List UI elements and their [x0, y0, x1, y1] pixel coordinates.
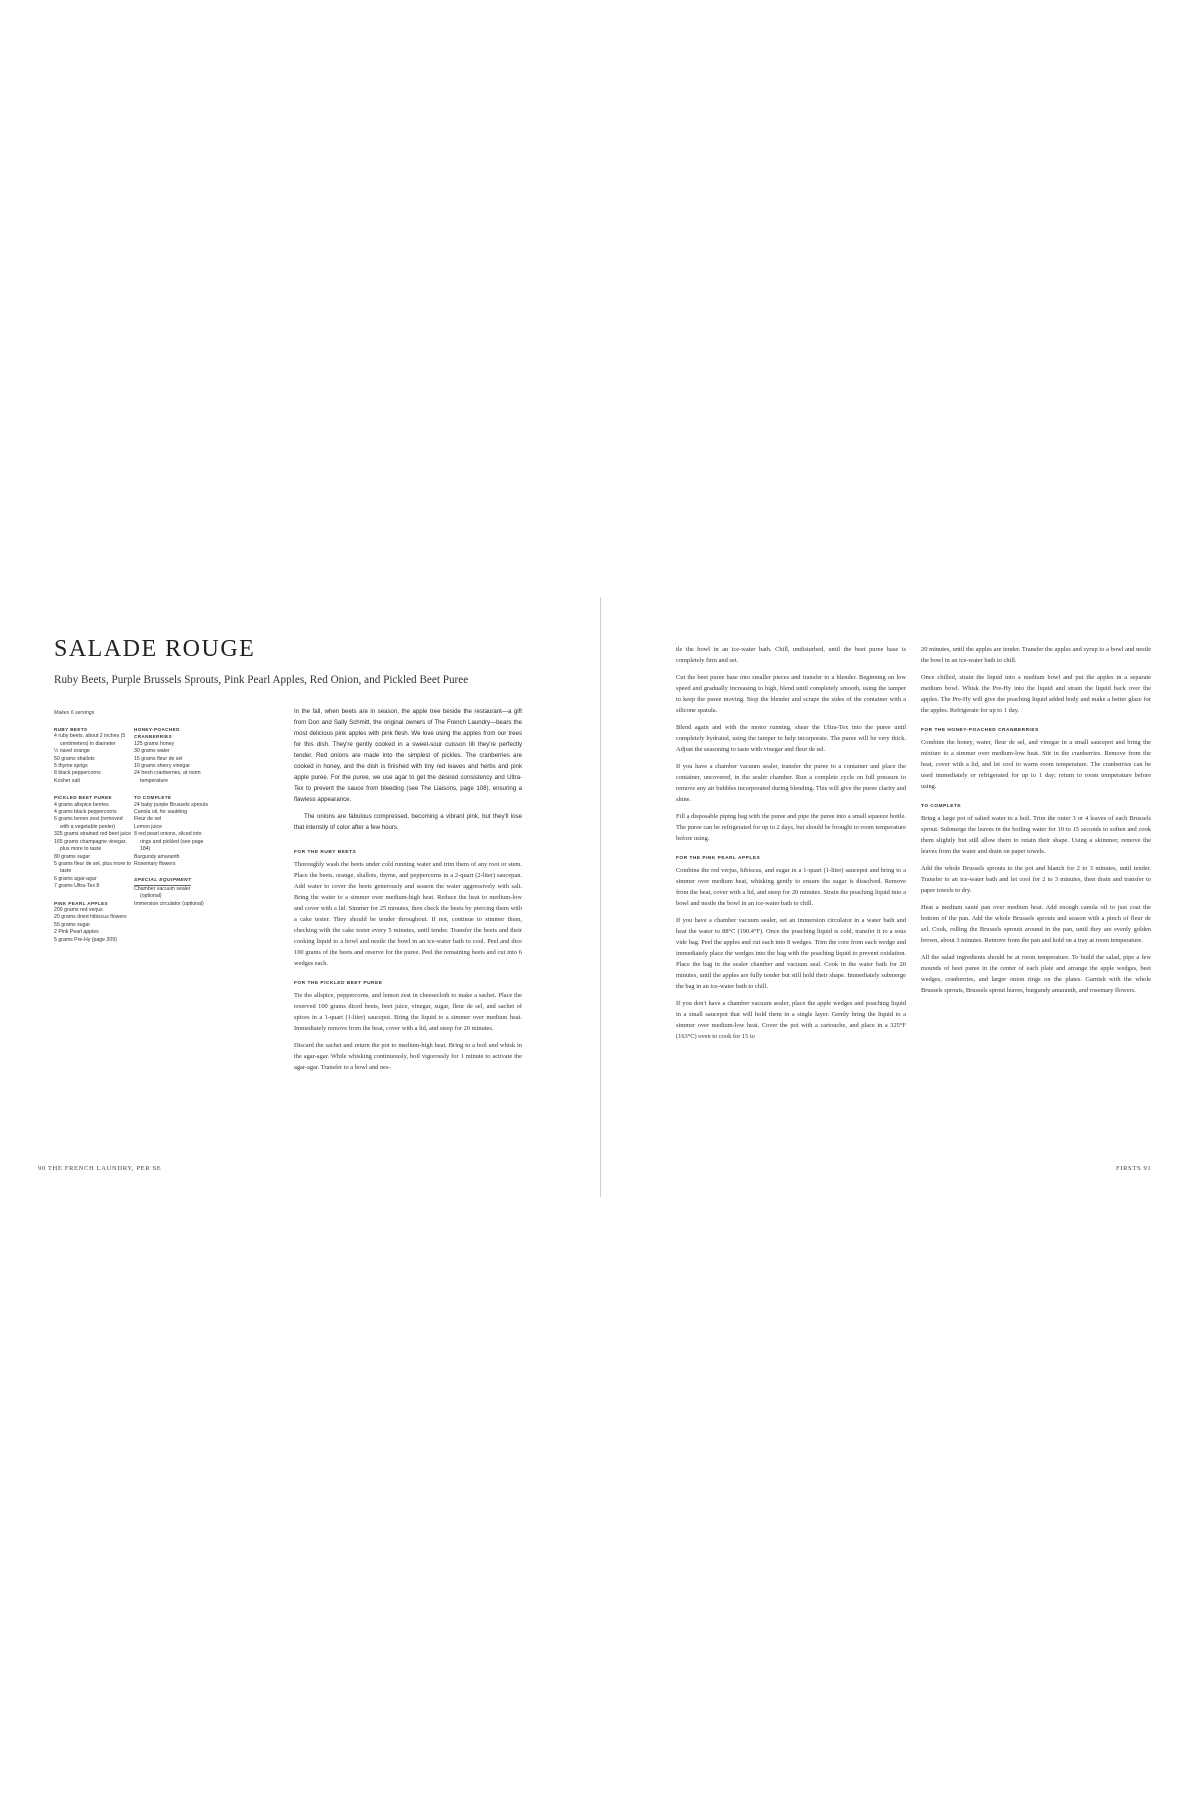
- ingredient-item: 5 thyme sprigs: [54, 763, 88, 770]
- ingredient-item: 4 grams allspice berries: [54, 801, 109, 808]
- ingredient-item: 24 fresh cranberries, at room temperature: [134, 770, 201, 784]
- method-paragraph: Heat a medium sauté pan over medium heat. Add enough canola oil to just coat the bottom of the pan. Add the whole Brussels sprouts and season with a pinch of fleur de sel. Cook, rolling the Brussels sprouts around in the pan, until they are evenly golden brown, about 3 minutes. Remove from the pan and hold on a tray at room temperature.: [921, 904, 1151, 944]
- method-paragraph: If you don't have a chamber vacuum sealer, place the apple wedges and poaching liquid in a small saucepot that will hold them in a single layer. Gently bring the liquid to a simmer over medium-low heat. Cover the pot with a cartouche, and place in a 325°F (163°C) oven to cook for 15 to: [676, 1000, 906, 1040]
- ingredient-item: 6 grams agar-agar: [54, 875, 97, 882]
- method-paragraph: 20 minutes, until the apples are tender. Transfer the apples and syrup to a bowl and nestle the bowl in an ice-water bath to chill.: [921, 646, 1151, 664]
- ingredient-item: 165 grams champagne vinegar, plus more to taste: [54, 838, 127, 853]
- ingredient-item: 50 grams shallots: [54, 755, 95, 762]
- method-paragraph: Combine the honey, water, fleur de sel, and vinegar in a small saucepot and bring the mixture to a simmer over medium-low heat. Stir in the cranberries. Remove from the heat, cover with a lid, and let cool to warm room temperature. The cranberries can be used immediately or refrigerated for up to 1 day; return to room temperature before using.: [921, 739, 1151, 790]
- method-paragraph: Add the whole Brussels sprouts to the pot and blanch for 2 to 3 minutes, until tender. Transfer to an ice-water bath and let cool for 2 to 3 minutes, then drain and transfer to paper towels to dry.: [921, 865, 1151, 894]
- equipment-item: Immersion circulator (optional): [134, 900, 204, 907]
- ingredient-group-heading: HONEY-POACHED CRANBERRIES: [134, 727, 180, 740]
- ingredient-item: 24 baby purple Brussels sprouts: [134, 801, 209, 808]
- left-folio: 90 THE FRENCH LAUNDRY, PER SE: [38, 1165, 162, 1172]
- ingredient-item: ½ navel orange: [54, 748, 90, 755]
- section-heading: FOR THE PICKLED BEET PUREE: [294, 981, 383, 986]
- ingredient-item: 8 red pearl onions, sliced into rings and pickled (see page 184): [134, 831, 204, 853]
- ingredient-item: 15 grams fleur de sel: [134, 755, 183, 762]
- ingredient-item: 80 grams sugar: [54, 853, 91, 860]
- ingredient-item: Kosher salt: [54, 777, 80, 784]
- ingredients-column-2: [134, 726, 212, 908]
- method-column-right-2: [921, 644, 1151, 1002]
- intro-paragraph: The onions are fabulous compressed, becoming a vibrant pink, but they'll lose that intensity of color after a few hours.: [294, 813, 522, 831]
- ingredients-column-1: [54, 726, 132, 944]
- method-paragraph: tle the bowl in an ice-water bath. Chill, undisturbed, until the beet puree base is completely firm and set.: [676, 646, 906, 664]
- method-paragraph: If you have a chamber vacuum sealer, transfer the puree to a container and place the container, uncovered, in the sealer chamber. Run a complete cycle on full pressure to remove any air bubbles incorporated during blending. This will give the puree clarity and shine.: [676, 763, 906, 803]
- ingredient-item: 6 grams lemon zest (removed with a vegetable peeler): [54, 816, 123, 830]
- ingredient-item: 5 grams fleur de sel, plus more to taste: [54, 860, 131, 875]
- ingredient-item: 125 grams honey: [134, 740, 175, 747]
- ingredient-item: Lemon juice: [134, 823, 162, 830]
- ingredient-item: 4 ruby beets, about 2 inches (5 centimeters) in diameter: [54, 733, 126, 747]
- ingredient-item: Fleur de sel: [134, 816, 162, 823]
- right-folio: FIRSTS 91: [1116, 1165, 1152, 1172]
- section-heading: FOR THE RUBY BEETS: [294, 850, 357, 855]
- ingredient-item: 8 black peppercorns: [54, 770, 101, 777]
- ingredient-group-heading: PICKLED BEET PUREE: [54, 795, 112, 801]
- method-column-right-1: [676, 644, 906, 1048]
- ingredient-item: 5 grams Pre-Hy (page 209): [54, 936, 117, 943]
- recipe-subtitle: Ruby Beets, Purple Brussels Sprouts, Pink Pearl Apples, Red Onion, and Pickled Beet Puree: [54, 674, 469, 686]
- special-equipment-heading: SPECIAL EQUIPMENT: [134, 877, 191, 885]
- method-paragraph: Bring a large pot of salted water to a boil. Trim the outer 3 or 4 leaves of each Brussels sprout. Submerge the leaves in the boiling water for 10 to 15 seconds to soften and cook them slightly but still allow them to retain their shape. Using a skimmer, remove the leaves from the water and drain on paper towels.: [921, 815, 1151, 855]
- method-paragraph: Blend again and with the motor running, shear the Ultra-Tex into the puree until completely hydrated, using the tamper to help incorporate. The puree will be very thick. Adjust the seasoning to taste with vinegar and fleur de sel.: [676, 724, 906, 753]
- ingredient-item: 10 grams sherry vinegar: [134, 763, 190, 770]
- method-paragraph: All the salad ingredients should be at room temperature. To build the salad, pipe a few mounds of beet puree in the center of each plate and arrange the apple wedges, beet wedges, cranberries, and larger onion rings on the plates. Garnish with the whole Brussels sprouts, Brussels sprout leaves, burgundy amaranth, and rosemary flowers.: [921, 954, 1151, 994]
- method-paragraph: Cut the beet puree base into smaller pieces and transfer to a blender. Beginning on low speed and gradually increasing to high, blend until completely smooth, using the tamper to keep the puree moving. Stop the blender and scrape the sides of the container with a silicone spatula.: [676, 674, 906, 714]
- page-gutter: [600, 597, 601, 1197]
- method-paragraph: Combine the red verjus, hibiscus, and sugar in a 1-quart (1-liter) saucepot and bring to a simmer over medium heat, whisking gently to ensure the sugar is dissolved. Remove from the heat, cover with a lid, and steep for 20 minutes. Strain the poaching liquid into a bowl and nestle the bowl in an ice-water bath to chill.: [676, 867, 906, 907]
- method-paragraph: If you have a chamber vacuum sealer, set an immersion circulator in a water bath and heat the water to 88°C (190.4°F). Once the poaching liquid is cold, transfer it to a sous vide bag. Peel the apples and cut each into 8 wedges. Trim the core from each wedge and immediately place the wedges into the bag with the poaching liquid to prevent oxidation. Place the bag in the sealer chamber and vacuum seal. Cook in the water bath for 20 minutes, until the apples are fully tender but still hold their shape. Immediately submerge the bag in an ice-water bath to chill.: [676, 917, 906, 990]
- ingredient-group-heading: TO COMPLETE: [134, 795, 172, 801]
- ingredient-item: 325 grams strained red beet juice: [54, 831, 131, 838]
- method-paragraph: Thoroughly wash the beets under cold running water and trim them of any root or stem. Place the beets, orange, shallots, thyme, and peppercorns in a 2-quart (2-liter) saucepan. Add water to cover the beets generously and season the water aggressively with salt. Bring the water to a simmer over medium-high heat. Reduce the heat to medium-low and cover with a lid. Simmer for 25 minutes, then check the beets by piercing them with a cake tester. They should be tender throughout. If not, continue to simmer them, checking with the cake tester every 5 minutes, until tender. Transfer the beets and their cooking liquid to a bowl and nestle the bowl in an ice-water bath to cool. Peel and dice 100 grams of the beets and reserve for the puree. Peel the remaining beets and cut into 6 wedges each.: [294, 861, 522, 967]
- ingredient-item: 7 grams Ultra-Tex 8: [54, 883, 100, 890]
- ingredient-item: 4 grams black peppercorns: [54, 809, 117, 816]
- ingredient-item: Burgundy amaranth: [134, 853, 180, 860]
- intro-paragraph: In the fall, when beets are in season, the apple tree beside the restaurant—a gift from Don and Sally Schmitt, the original owners of The French Laundry—bears the most delicious pink apples with pink flesh. We love using the apples from our trees for this dish. They're gently cooked in a sweet-sour cuisson till they're perfectly tender. Red onions are made into the simplest of pickles. The cranberries are cooked in honey, and the dish is finished with tiny red leaves and herbs and pink apple puree. For the puree, we use agar to get the desired consistency and Ultra-Tex to prevent the sauce from bleeding (see The Liaisons, page 108), ensuring a flawless appearance.: [294, 708, 522, 803]
- recipe-title: SALADE ROUGE: [54, 636, 256, 662]
- ingredient-item: Canola oil, for sautéing: [134, 809, 188, 816]
- intro-text: [294, 706, 522, 839]
- section-heading: FOR THE PINK PEARL APPLES: [676, 856, 761, 861]
- section-heading: FOR THE HONEY-POACHED CRANBERRIES: [921, 728, 1039, 733]
- method-paragraph: Fill a disposable piping bag with the puree and pipe the puree into a small squeeze bottle. The puree can be refrigerated for up to 2 days, but should be brought to room temperature before using.: [676, 813, 906, 842]
- equipment-item: Chamber vacuum sealer (optional): [134, 885, 191, 900]
- method-paragraph: Discard the sachet and return the pot to medium-high heat. Bring to a boil and whisk in the agar-agar. While whisking continuously, boil vigorously for 1 minute to activate the agar-agar. Transfer to a bowl and nes-: [294, 1042, 522, 1071]
- ingredient-item: 2 Pink Pearl apples: [54, 929, 99, 936]
- method-column-left: [294, 838, 522, 1079]
- method-paragraph: Tie the allspice, peppercorns, and lemon zest in cheesecloth to make a sachet. Place the reserved 100 grams diced beets, beet juice, vinegar, sugar, fleur de sel, and sachet of spices in a 1-quart (1-liter) saucepot. Bring the liquid to a simmer over medium heat. Immediately remove from the heat, cover with a lid, and steep for 20 minutes.: [294, 992, 522, 1032]
- section-heading: TO COMPLETE: [921, 804, 962, 809]
- ingredient-group-heading: RUBY BEETS: [54, 727, 88, 732]
- ingredient-item: 55 grams sugar: [54, 921, 91, 928]
- ingredient-item: 200 grams red verjus: [54, 906, 103, 913]
- ingredient-item: Rosemary flowers: [134, 860, 176, 867]
- ingredient-item: 30 grams water: [134, 748, 170, 755]
- yield: Makes 6 servings: [54, 710, 95, 716]
- ingredient-item: 20 grams dried hibiscus flowers: [54, 914, 127, 921]
- ingredient-group-heading: PINK PEARL APPLES: [54, 900, 109, 906]
- method-paragraph: Once chilled, strain the liquid into a medium bowl and put the apples in a separate medium bowl. Whisk the Pre-Hy into the liquid and strain the liquid back over the apples. The Pre-Hy will give the poaching liquid added body and make a better glaze for the apples. Refrigerate for up to 1 day.: [921, 674, 1151, 714]
